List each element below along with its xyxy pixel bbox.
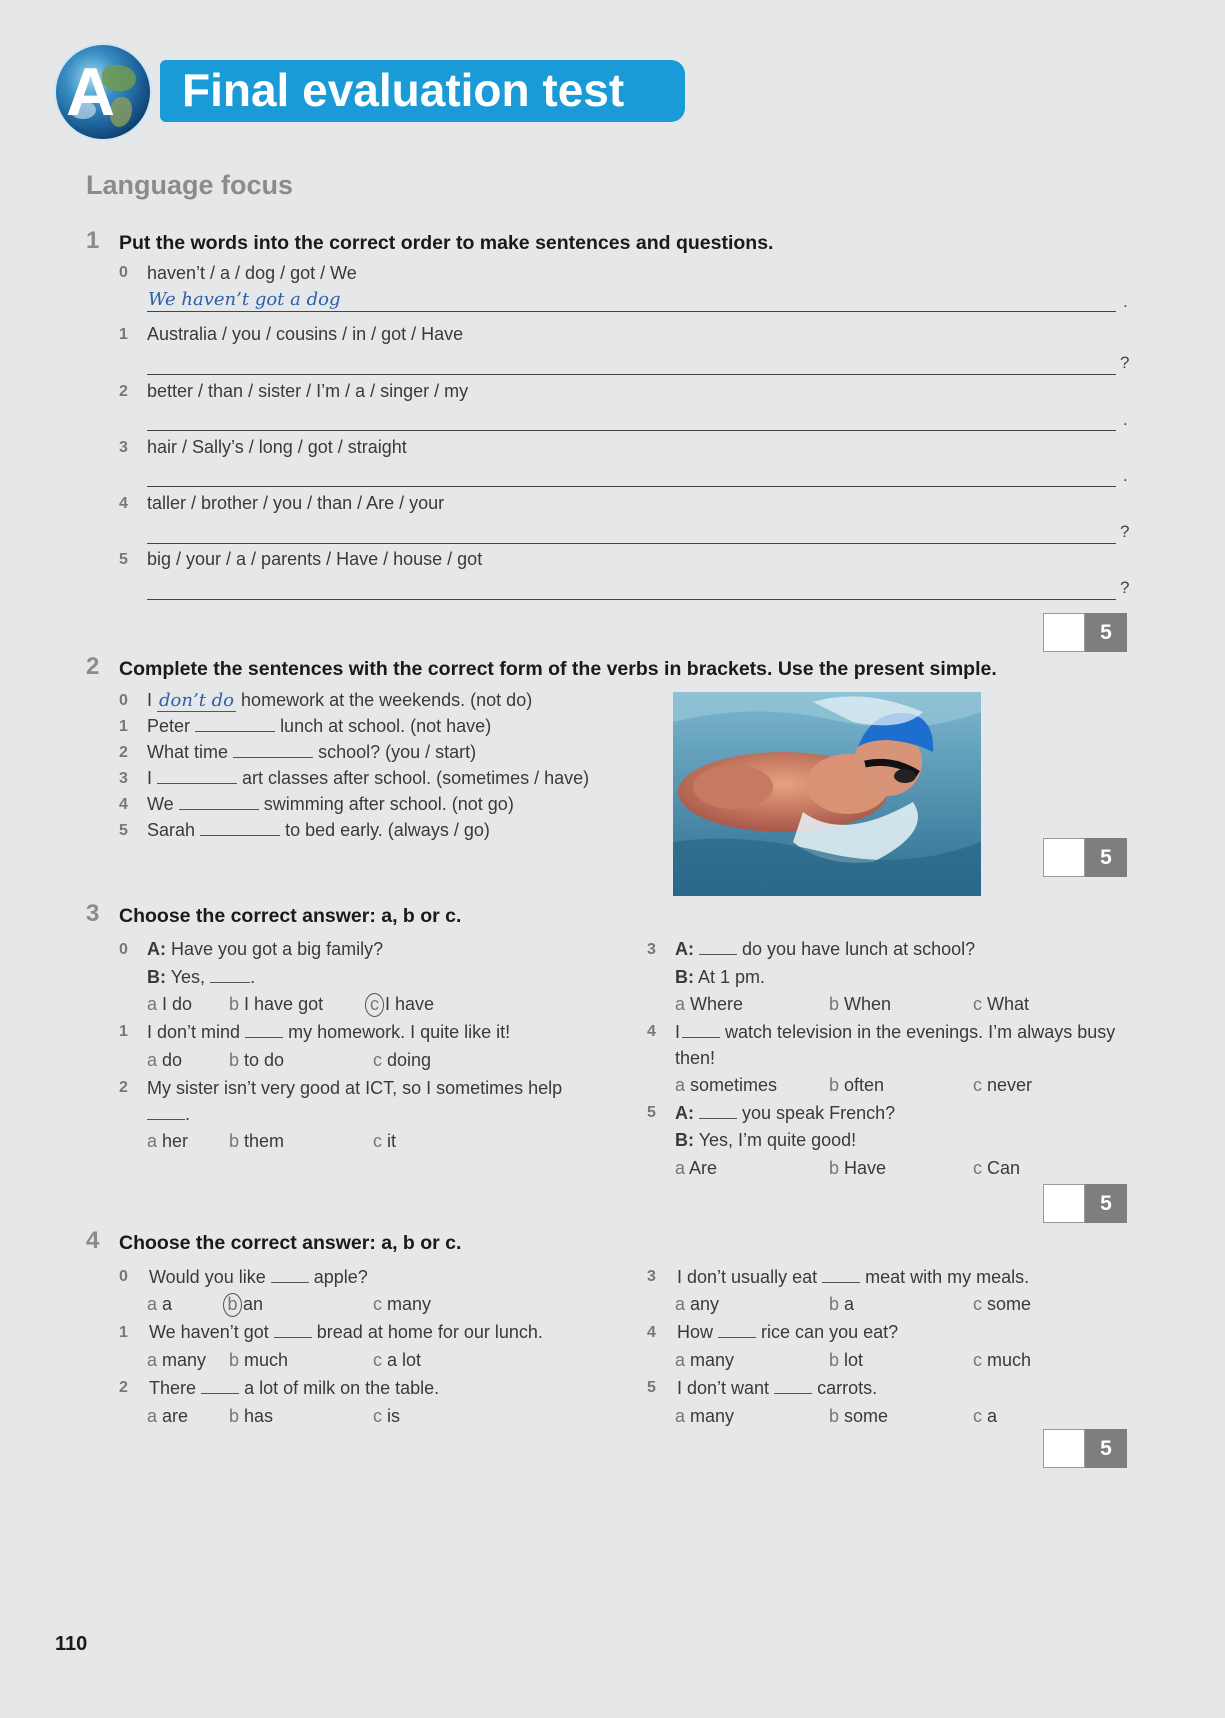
exercise-4-number: 4 [86,1227,100,1254]
question: I don’t want carrots. [677,1378,878,1398]
item-number: 2 [119,1379,128,1396]
word-prompt: big / your / a / parents / Have / house / got [147,549,483,569]
answer-blank[interactable] [147,1103,185,1120]
answer-blank[interactable] [157,767,237,784]
score-points: 5 [1085,613,1127,652]
sentence-end: art classes after school. (sometimes / have) [242,768,590,788]
option-a[interactable]: a sometimes [675,1075,778,1095]
sentence [147,793,514,815]
answer-line[interactable] [147,374,1116,375]
dialogue-line: B: At 1 pm. [675,967,766,987]
question: I don’t usually eat meat with my meals. [677,1267,1030,1287]
answer-blank[interactable] [699,1102,737,1119]
option-c[interactable]: c Can [973,1158,1021,1178]
sentence-start: We [147,794,174,814]
answer-blank[interactable] [682,1021,720,1038]
option-a[interactable]: a I do [147,994,193,1014]
answer-blank[interactable] [210,966,250,983]
sentence-start: What time [147,742,229,762]
question-continuation: then! [675,1048,716,1068]
item-number: 1 [119,1023,128,1040]
example-answer: We haven’t got a dog [148,289,341,310]
speaker-label: B: [675,967,694,987]
circled-answer: c [365,993,384,1017]
item-number: 0 [119,264,128,281]
page-number: 110 [55,1633,88,1655]
option-a[interactable]: a many [147,1350,207,1370]
option-c[interactable]: c it [373,1131,397,1151]
speaker-label: A: [675,1103,694,1123]
score-points: 5 [1085,838,1127,877]
option-b[interactable]: b them [229,1131,285,1151]
item-number: 3 [119,439,128,456]
answer-blank[interactable] [699,938,737,955]
sentence [147,819,490,841]
option-c[interactable]: c many [373,1294,432,1314]
answer-blank[interactable] [201,1377,239,1394]
answer-blank[interactable] [245,1021,283,1038]
answer-text: Yes, [170,967,206,987]
speaker-label: A: [147,939,166,959]
exercise-1-number: 1 [86,227,100,254]
score-input[interactable] [1043,1184,1085,1223]
exercise-4-instruction: Choose the correct answer: a, b or c. [119,1232,462,1254]
score-input[interactable] [1043,1429,1085,1468]
answer-blank[interactable] [774,1377,812,1394]
question: I don’t mind my homework. I quite like it! [147,1022,511,1042]
option-a[interactable]: a Where [675,994,744,1014]
item-number: 4 [647,1023,656,1040]
sentence-end: lunch at school. (not have) [280,716,492,736]
dialogue-line: A: you speak French? [675,1103,896,1123]
dialogue-line: A: do you have lunch at school? [675,939,976,959]
exercise-3-number: 3 [86,900,100,927]
option-b[interactable]: b I have got [229,994,324,1014]
answer-line[interactable] [147,599,1116,600]
sentence-start: I [147,690,153,710]
sentence [147,715,491,737]
sentence-end: homework at the weekends. (not do) [241,690,533,710]
option-c[interactable]: c What [973,994,1030,1014]
question: My sister isn’t very good at ICT, so I sometimes help [147,1078,563,1098]
question-continuation: . [147,1103,190,1125]
example-answer: don’t do [159,690,235,711]
swimmer-photo [673,692,981,896]
option-c[interactable]: c doing [373,1050,432,1070]
option-c[interactable]: c a [973,1406,998,1426]
exercise-1-instruction: Put the words into the correct order to make sentences and questions. [119,232,774,254]
option-a[interactable]: a many [675,1350,735,1370]
option-b[interactable]: b to do [229,1050,285,1070]
item-number: 1 [119,1324,128,1341]
exercise-3-instruction: Choose the correct answer: a, b or c. [119,905,462,927]
word-prompt: taller / brother / you / than / Are / your [147,493,445,513]
sentence-end: school? (you / start) [318,742,477,762]
option-a[interactable]: a many [675,1406,735,1426]
score-box [1043,1184,1127,1223]
score-points: 5 [1085,1429,1127,1468]
answer-blank[interactable] [822,1266,860,1283]
item-number: 5 [647,1379,656,1396]
word-prompt: hair / Sally’s / long / got / straight [147,437,407,457]
option-b[interactable]: b some [829,1406,889,1426]
option-a[interactable]: a her [147,1131,189,1151]
item-number: 2 [119,383,128,400]
item-number: 3 [647,941,656,958]
option-a[interactable]: a Are [675,1158,718,1178]
option-c[interactable]: c a lot [373,1350,422,1370]
item-number: 4 [647,1324,656,1341]
option-a[interactable]: a are [147,1406,189,1426]
speaker-label: A: [675,939,694,959]
sentence-start: Peter [147,716,191,736]
option-c[interactable]: c is [373,1406,401,1426]
answer-blank[interactable] [718,1321,756,1338]
option-c[interactable]: c never [973,1075,1033,1095]
answer-blank[interactable] [195,715,275,732]
option-b[interactable]: b lot [829,1350,864,1370]
dialogue-line: B: Yes, I’m quite good! [675,1130,857,1150]
answer-line[interactable] [147,430,1116,431]
sentence [147,689,532,712]
item-number: 2 [119,1079,128,1096]
item-number: 0 [119,1268,128,1285]
answer-blank[interactable] [271,1266,309,1283]
word-prompt: haven’t / a / dog / got / We [147,263,357,283]
unit-letter: A [66,54,116,130]
dialogue-line [147,938,383,960]
option-a[interactable]: a do [147,1050,183,1070]
item-number: 1 [119,718,128,735]
option-b[interactable]: b often [829,1075,885,1095]
option-b-circled[interactable]: b an [225,1293,263,1317]
option-b[interactable]: b Have [829,1158,887,1178]
question: We haven’t got bread at home for our lunch. [149,1322,543,1342]
end-punctuation: . [1123,292,1128,311]
option-a[interactable]: a any [675,1294,720,1314]
item-number: 5 [119,551,128,568]
word-prompt: Australia / you / cousins / in / got / Have [147,324,464,344]
option-b[interactable]: b When [829,994,892,1014]
circled-answer: b [223,1293,242,1317]
speaker-label: B: [675,1130,694,1150]
score-input[interactable] [1043,613,1085,652]
item-number: 1 [119,326,128,343]
item-number: 0 [119,941,128,958]
end-punctuation: . [1123,410,1128,429]
section-heading: Language focus [86,170,294,200]
sentence [147,767,589,789]
item-number: 5 [647,1104,656,1121]
sentence-start: Sarah [147,820,196,840]
end-punctuation: ? [1120,522,1130,541]
end-punctuation: . [250,967,256,987]
score-box [1043,613,1127,652]
item-number: 3 [119,770,128,787]
dialogue-line [147,966,255,988]
exercise-2-number: 2 [86,653,100,680]
question: I watch television in the evenings. I’m always busy [675,1022,1116,1042]
option-a[interactable]: a a [147,1294,173,1314]
end-punctuation: ? [1120,353,1130,372]
option-b[interactable]: b has [229,1406,274,1426]
speaker-label: B: [147,967,166,987]
item-number: 3 [647,1268,656,1285]
swimmer-illustration [673,692,981,896]
item-number: 5 [119,822,128,839]
end-punctuation: ? [1120,578,1130,597]
item-number: 2 [119,744,128,761]
option-b[interactable]: b much [229,1350,289,1370]
answer-line[interactable] [147,486,1116,487]
answer-blank[interactable] [233,741,313,758]
question: How rice can you eat? [677,1322,899,1342]
answer-blank[interactable] [274,1321,312,1338]
item-number: 4 [119,796,128,813]
sentence-end: swimming after school. (not go) [263,794,514,814]
sentence-end: to bed early. (always / go) [285,820,490,840]
score-points: 5 [1085,1184,1127,1223]
answer-blank[interactable] [179,793,259,810]
item-number: 4 [119,495,128,512]
exercise-2-instruction: Complete the sentences with the correct form of the verbs in brackets. Use the present simple. [119,658,997,680]
sentence [147,741,476,763]
question: Would you like apple? [149,1267,368,1287]
end-punctuation: . [1123,466,1128,485]
score-box [1043,1429,1127,1468]
option-b[interactable]: b a [829,1294,855,1314]
word-prompt: better / than / sister / I’m / a / singer / my [147,381,469,401]
answer-blank[interactable] [200,819,280,836]
answer-line[interactable] [147,543,1116,544]
item-number: 0 [119,692,128,709]
score-box [1043,838,1127,877]
option-c[interactable]: c much [973,1350,1032,1370]
answer-line[interactable] [147,311,1116,312]
option-c[interactable]: c some [973,1294,1032,1314]
page-title: Final evaluation test [182,64,625,116]
option-c-circled[interactable]: c I have [367,993,434,1017]
score-input[interactable] [1043,838,1085,877]
question: There a lot of milk on the table. [149,1378,440,1398]
question-text: Have you got a big family? [171,939,384,959]
sentence-start: I [147,768,153,788]
